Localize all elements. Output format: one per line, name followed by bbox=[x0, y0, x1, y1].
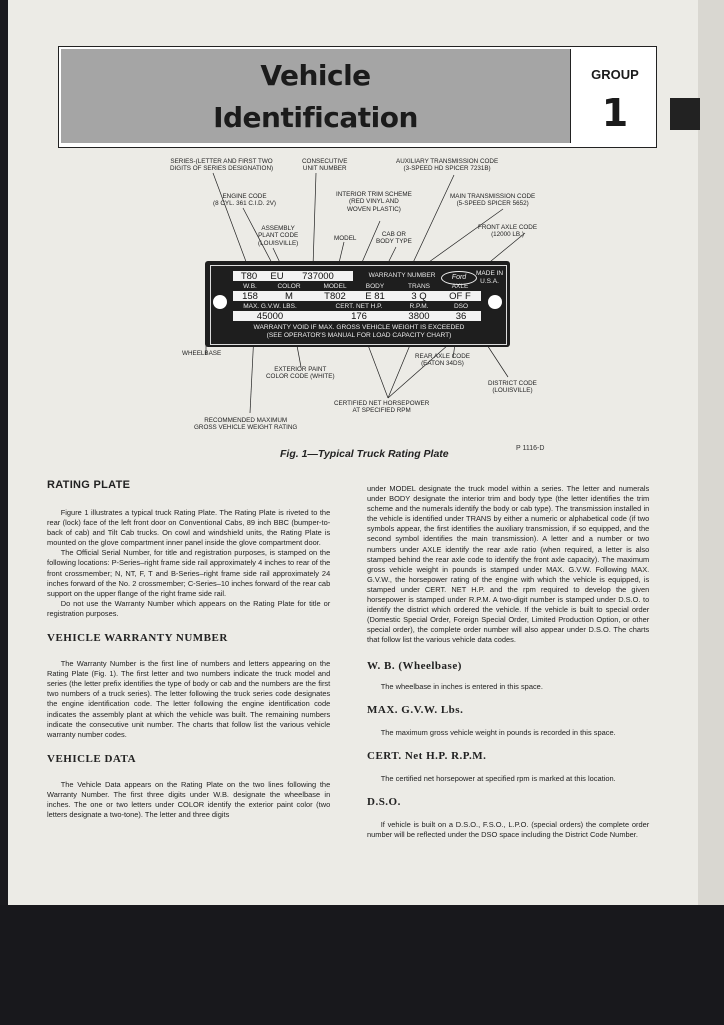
figure-code: P 1116-D bbox=[516, 445, 545, 452]
manual-page bbox=[8, 0, 699, 905]
label-net-hp: CERT. NET H.P. bbox=[335, 303, 383, 310]
page-title bbox=[61, 55, 570, 139]
para-max-gvw: The maximum gross vehicle weight in pounds is recorded in this space. bbox=[380, 727, 616, 737]
plate-warranty-label: WARRANTY NUMBER bbox=[368, 272, 436, 279]
callout-engine-code: ENGINE CODE (8 CYL. 361 C.I.D. 2V) bbox=[213, 193, 276, 208]
title-box bbox=[61, 49, 571, 143]
rating-plate-figure bbox=[158, 155, 578, 445]
para-wheelbase: The wheelbase in inches is entered in this space. bbox=[380, 681, 543, 691]
right-column bbox=[367, 484, 655, 840]
group-tab-marker bbox=[670, 98, 700, 130]
left-column bbox=[47, 479, 336, 820]
callout-assembly-plant: ASSEMBLY PLANT CODE (LOUISVILLE) bbox=[258, 225, 299, 247]
value-color: M bbox=[285, 291, 293, 302]
label-rpm: R.P.M. bbox=[409, 303, 429, 310]
para-vehicle-data: The Vehicle Data appears on the Rating Plate on the two lines following the Warranty Number. The first three digits under W.B. designate the wheelbase in inches. The one or two letters under COLOR identify the exterior paint color (two letters designate a two-tone). The letter and three digits bbox=[47, 779, 331, 820]
para-cert-net-hp: The certified net horsepower at specified rpm is marked at this location. bbox=[380, 773, 616, 783]
section-header bbox=[58, 46, 657, 148]
label-trans: TRANS bbox=[407, 283, 431, 290]
label-wb: W.B. bbox=[243, 283, 257, 290]
plate-series: T80 bbox=[240, 271, 258, 282]
value-dso: 36 bbox=[455, 311, 467, 322]
label-color: COLOR bbox=[277, 283, 301, 290]
scan-background bbox=[0, 905, 724, 1025]
heading-rating-plate: RATING PLATE bbox=[47, 479, 131, 491]
label-dso: DSO bbox=[453, 303, 469, 310]
warranty-void-note bbox=[235, 324, 483, 340]
heading-vehicle-data: VEHICLE DATA bbox=[47, 752, 137, 765]
callout-front-axle: FRONT AXLE CODE (12000 LB.) bbox=[478, 224, 538, 239]
label-model: MODEL bbox=[323, 283, 347, 290]
value-trans: 3 Q bbox=[411, 291, 427, 302]
callout-aux-transmission: AUXILIARY TRANSMISSION CODE (3-SPEED HD SPICER 7231B) bbox=[396, 158, 499, 173]
callout-gvw-rating: RECOMMENDED MAXIMUM GROSS VEHICLE WEIGHT RATING bbox=[194, 417, 298, 432]
heading-max-gvw: MAX. G.V.W. Lbs. bbox=[367, 703, 464, 716]
para-dso: If vehicle is built on a D.S.O., F.S.O., L.P.O. (special orders) the complete order number will be reflected under the DSO space including the District Code Number. bbox=[367, 819, 650, 839]
para-warranty-number: The Warranty Number is the first line of numbers and letters appearing on the Rating Plate (Fig. 1). The first letter and two numbers indicate the truck model and series (the letter prefix identifies the type of body or cab and the numbers are the first two numbers of a truck series). The letter following the truck series code designates the engine identification code. The letter following the engine identification code indicates the assembly plant at which the vehicle was built. The remaining numbers indicate the consecutive unit number. The charts that follow list the various vehicle warranty number codes. bbox=[47, 659, 331, 739]
value-axle: OF F bbox=[449, 291, 471, 302]
callout-series: SERIES-(LETTER AND FIRST TWO DIGITS OF SERIES DESIGNATION) bbox=[170, 158, 274, 173]
plate-engine-plant: EU bbox=[270, 271, 284, 282]
made-in-text: MADE IN U.S.A. bbox=[476, 270, 504, 285]
ford-logo-icon: Ford bbox=[441, 271, 477, 285]
label-body: BODY bbox=[365, 283, 385, 290]
value-wb: 158 bbox=[242, 291, 258, 302]
callout-district-code: DISTRICT CODE (LOUISVILLE) bbox=[488, 380, 537, 395]
made-in-usa bbox=[476, 270, 503, 286]
label-axle: AXLE bbox=[451, 283, 469, 290]
heading-wheelbase: W. B. (Wheelbase) bbox=[367, 659, 462, 672]
figure-caption: Fig. 1—Typical Truck Rating Plate bbox=[280, 448, 449, 460]
group-number: 1 bbox=[601, 91, 629, 135]
heading-dso: D.S.O. bbox=[367, 795, 401, 808]
callout-horsepower: CERTIFIED NET HORSEPOWER AT SPECIFIED RPM bbox=[334, 400, 430, 415]
para-vehicle-data-continued: under MODEL designate the truck model within a series. The letter and numerals under BODY designate the interior trim and body type (the letter identifies the trim scheme and the numerals identify the body or cab type). The transmission installed in the vehicle is identified under TRANS by either a numeric or alphabetical code (if two symbols appear, the first identifies the auxiliary transmission, if so equipped, and the second symbol identifies the main transmission). A letter and a number or two numbers under AXLE identify the rear axle ratio (when required, a letter is also stamped behind the rear axle code to identify the front axle capacity). The maximum gross vehicle weight in pounds is stamped under MAX. G.V.W. Following MAX. G.V.W., the horsepower rating of the engine with which the vehicle is equipped, is stamped under CERT. NET H.P. and the rpm required to develop the given horsepower is stamped under R.P.M. A two-digit number is stamped under D.S.O. to identify the district which ordered the vehicle. If the vehicle is built to special order (Domestic Special Order, Foreign Special Order, Limited Production Option, or other special order), the complete order number will also appear under D.S.O. The charts that follow list the various vehicle data codes. bbox=[367, 484, 650, 645]
label-gvw: MAX. G.V.W. LBS. bbox=[243, 303, 297, 310]
title-line-2: Identification bbox=[213, 101, 418, 134]
plate-unit-number: 737000 bbox=[302, 271, 334, 282]
para-rating-plate-3: Do not use the Warranty Number which appears on the Rating Plate for title or registration purposes. bbox=[47, 598, 331, 618]
callout-wheelbase: WHEELBASE bbox=[182, 350, 222, 357]
value-rpm: 3800 bbox=[408, 311, 430, 322]
heading-cert-net-hp: CERT. Net H.P. R.P.M. bbox=[367, 749, 487, 762]
plate-border bbox=[210, 265, 507, 345]
callout-main-transmission: MAIN TRANSMISSION CODE (5-SPEED SPICER 5652) bbox=[450, 193, 536, 208]
para-rating-plate-2: The Official Serial Number, for title and registration purposes, is stamped on the following locations: P-Series–right frame side rail approximately 4 inches to rear of the front crossmember; N, NT, F, T and B-Series–right frame side rail approximately 24 inches forward of the No. 2 crossmember; C-Series–10 inches forward of the rear cab support on the upper flange of the right frame side rail. bbox=[47, 548, 331, 598]
callout-consecutive-unit: CONSECUTIVE UNIT NUMBER bbox=[302, 158, 348, 173]
callout-cab-body: CAB OR BODY TYPE bbox=[376, 231, 412, 246]
warranty-void-text: WARRANTY VOID IF MAX. GROSS VEHICLE WEIGHT IS EXCEEDED (SEE OPERATOR'S MANUAL FOR LOAD CAPACITY CHART) bbox=[253, 324, 465, 339]
value-body: E 81 bbox=[365, 291, 385, 302]
value-gvw: 45000 bbox=[256, 311, 284, 322]
callout-rear-axle: REAR AXLE CODE (EATON 34DS) bbox=[415, 353, 470, 368]
callout-interior-trim: INTERIOR TRIM SCHEME (RED VINYL AND WOVEN PLASTIC) bbox=[336, 191, 412, 213]
group-label: GROUP bbox=[591, 67, 639, 82]
heading-vehicle-warranty-number: VEHICLE WARRANTY NUMBER bbox=[47, 632, 228, 645]
callout-model: MODEL bbox=[334, 235, 357, 242]
callout-exterior-paint: EXTERIOR PAINT COLOR CODE (WHITE) bbox=[266, 366, 335, 381]
value-net-hp: 176 bbox=[351, 311, 367, 322]
rating-plate bbox=[205, 261, 510, 347]
title-line-1: Vehicle bbox=[260, 59, 371, 92]
value-model: T802 bbox=[324, 291, 346, 302]
page-edge bbox=[698, 0, 724, 905]
para-rating-plate-1: Figure 1 illustrates a typical truck Rating Plate. The Rating Plate is riveted to the rear (lock) face of the left front door on Conventional Cabs, 89 inch BBC (bumper-to-back of cab) and Tilt Cab trucks. On cowl and windshield units, the Rating Plate is mounted on the glove compartment inner panel inside the glove compartment door. bbox=[47, 508, 331, 548]
